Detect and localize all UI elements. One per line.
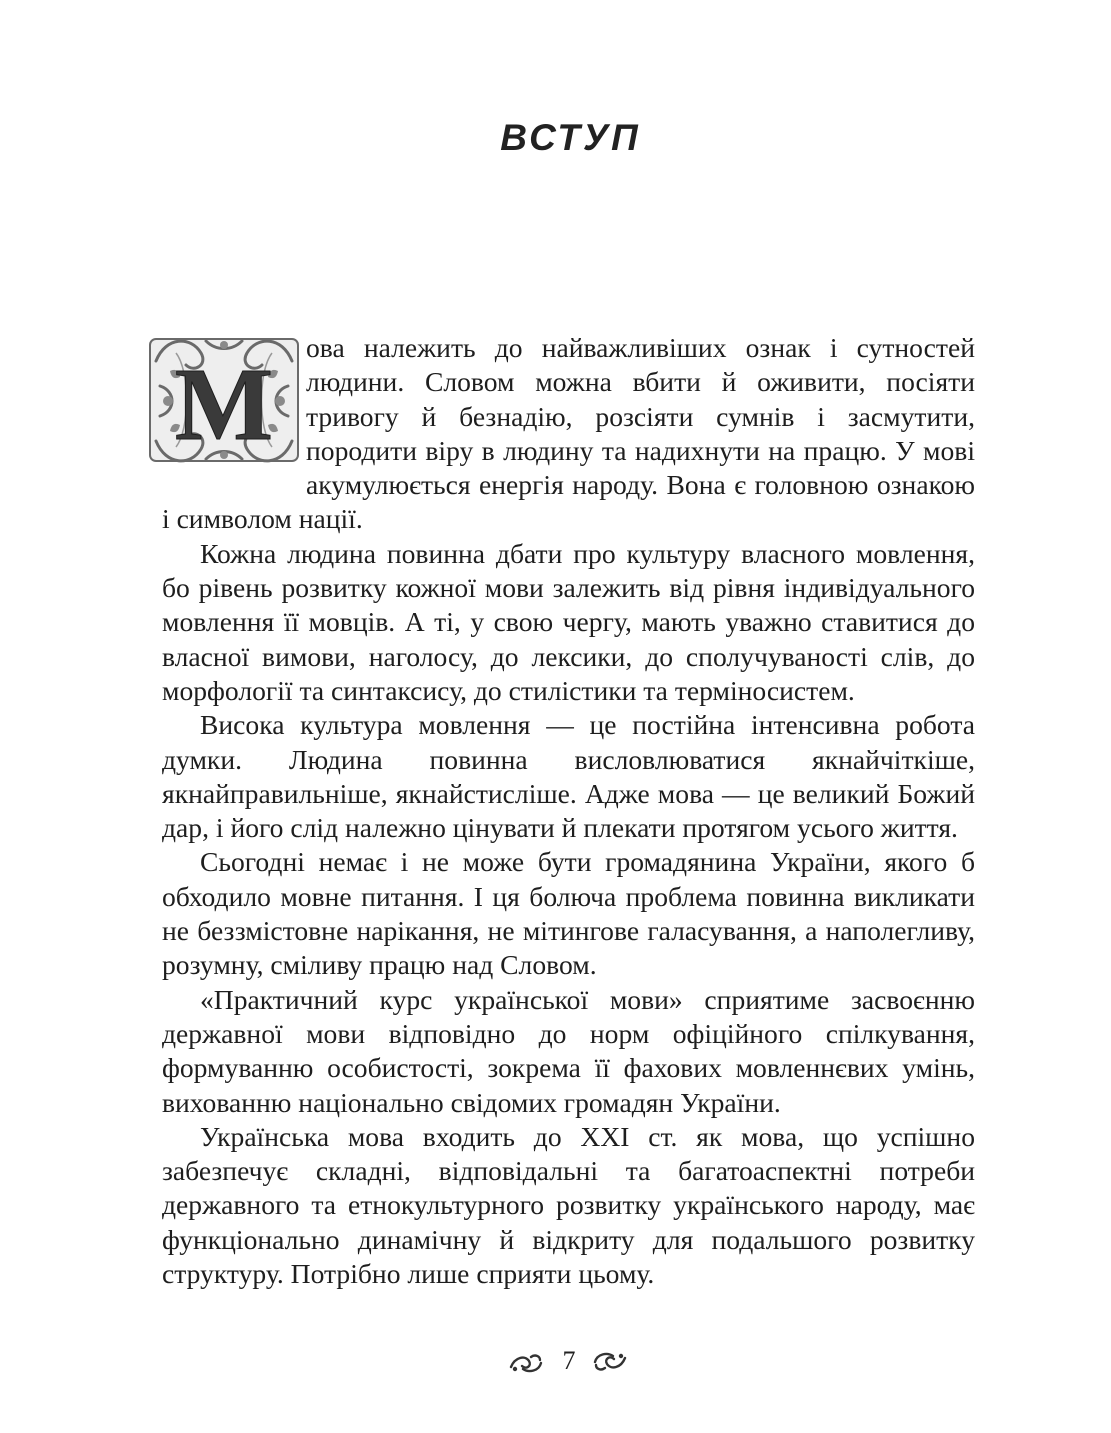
- paragraph-text: ова належить до найважливіших ознак і сутностей людини. Словом можна вбити й оживити, посіяти тривогу й безнадію, розсіяти сумнів і засмутити, породити віру в людину та надихнути на працю. У мові акумулюється енергія народу. Вона є головною ознакою і символом нації.: [162, 332, 975, 535]
- swirl-ornament-left-icon: [509, 1353, 543, 1373]
- body-text: [162, 331, 975, 1291]
- svg-text:М: М: [174, 347, 274, 462]
- paragraph-6: Українська мова входить до ХХІ ст. як мова, що успішно забезпечує складні, відповідальні та багатоаспектні потреби державного та етнокультурного розвитку українського народу, має функціонально динамічну й відкриту для подальшого розвитку структуру. Потрібно лише сприяти цьому.: [162, 1120, 975, 1290]
- paragraph-5: «Практичний курс української мови» сприятиме засвоєнню державної мови відповідно до норм офіційного спілкування, формуванню особистості, зокрема її фахових мовленнєвих умінь, вихованню національно свідомих громадян України.: [162, 983, 975, 1118]
- paragraph-4: Сьогодні немає і не може бути громадянина України, якого б обходило мовне питання. І ця болюча проблема повинна викликати не беззмістовне нарікання, не мітингове галасування, а наполегливу, розумну, сміливу працю над Словом.: [162, 846, 975, 981]
- page-footer: [505, 1344, 635, 1384]
- paragraph-3: Висока культура мовлення — це постійна інтенсивна робота думки. Людина повинна висловлюватися якнайчіткіше, якнайправильніше, якнайстисліше. Адже мова — це великий Божий дар, і його слід належно цінувати й плекати протягом усього життя.: [162, 709, 975, 844]
- paragraph-1: [162, 331, 975, 537]
- ornamental-initial-icon: [146, 331, 304, 469]
- page-number: 7: [562, 1346, 576, 1375]
- drop-cap-initial: [146, 331, 304, 469]
- paragraph-2: Кожна людина повинна дбати про культуру власного мовлення, бо рівень розвитку кожної мови залежить від рівня індивідуального мовлення її мовців. А ті, у свою чергу, мають уважно ставитися до власної вимови, наголосу, до лексики, до сполучуваності слів, до морфології та синтаксису, до стилістики та терміносистем.: [162, 537, 975, 706]
- swirl-ornament-right-icon: [593, 1350, 627, 1372]
- page-title: ВСТУП: [500, 116, 641, 158]
